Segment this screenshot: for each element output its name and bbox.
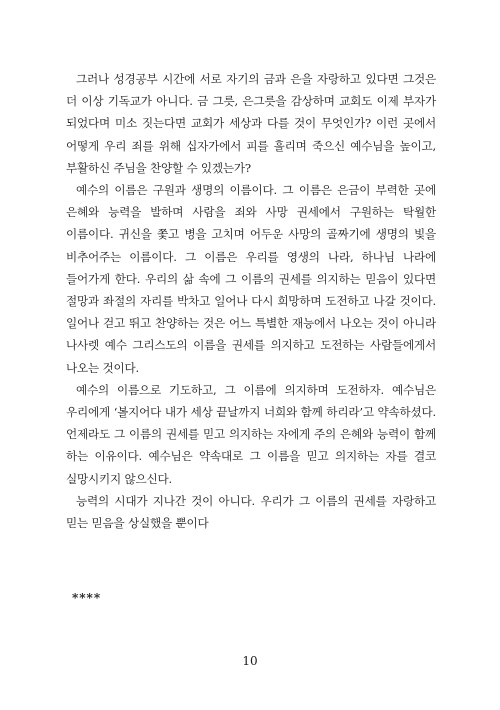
paragraph: 예수의 이름으로 기도하고, 그 이름에 의지하며 도전하자. 예수님은 우리에게 ‘볼지어다 내가 세상 끝날까지 너희와 함께 하리라’고 약속하셨다. 언제라도 그 이름의 권세를 믿고 의지하는 자에게 주의 은혜와 능력이 함께 하는 이유이다. 예수님은 약속대로 그 이름을 믿고 의지하는 자를 결코 실망시키지 않으신다. [66, 382, 436, 486]
section-separator: **** [72, 591, 102, 605]
paragraph: 예수의 이름은 구원과 생명의 이름이다. 그 이름은 은금이 부력한 곳에 은혜와 능력을 발하며 사람을 죄와 사망 권세에서 구원하는 탁월한 이름이다. 귀신을 쫓고 병을 고치며 어두운 사망의 골짜기에 생명의 빛을 비추어주는 이름이다. 그 이름은 우리를 영생의 나라, 하나님 나라에 들어가게 한다. 우리의 삶 속에 그 이름의 권세를 의지하는 믿음이 있다면 절망과 좌절의 자리를 박차고 일어나 다시 희망하며 도전하고 나갈 것이다. 일어나 걷고 뛰고 찬양하는 것은 어느 특별한 재능에서 나오는 것이 아니라 나사렛 예수 그리스도의 이름을 권세를 의지하고 도전하는 사람들에게서 나오는 것이다. [66, 183, 436, 375]
body-text [66, 68, 436, 534]
paragraph: 그러나 성경공부 시간에 서로 자기의 금과 은을 자랑하고 있다면 그것은 더 이상 기독교가 아니다. 금 그릇, 은그릇을 감상하며 교회도 이제 부자가 되었다며 미소 짓는다면 교회가 세상과 다를 것이 무엇인가? 이런 곳에서 어떻게 우리 죄를 위해 십자가에서 피를 흘리며 죽으신 예수님을 높이고, 부활하신 주님을 찬양할 수 있겠는가? [66, 72, 436, 175]
page-number: 10 [242, 654, 258, 668]
paragraph: 능력의 시대가 지나간 것이 아니다. 우리가 그 이름의 권세를 자랑하고 믿는 믿음을 상실했을 뿐이다 [66, 493, 436, 531]
